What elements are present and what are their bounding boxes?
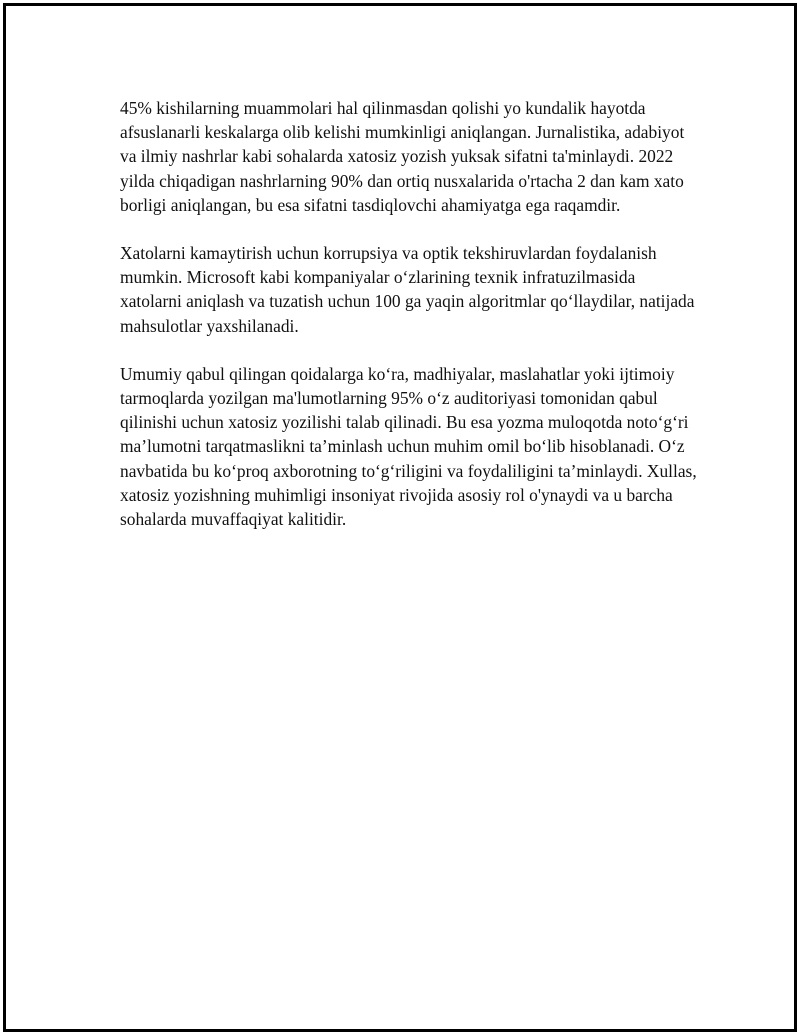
- paragraph-3: Umumiy qabul qilingan qoidalarga ko‘ra, madhiyalar, maslahatlar yoki ijtimoiy tarmoqlarda yozilgan ma'lumotlarning 95% o‘z auditoriyasi tomonidan qabul qilinishi uchun xatosiz yozilishi talab qilinadi. Bu esa yozma muloqotda noto‘g‘ri ma’lumotni tarqatmaslikni ta’minlash uchun muhim omil bo‘lib hisoblanadi. O‘z navbatida bu ko‘proq axborotning to‘g‘riligini va foydaliligini ta’minlaydi. Xullas, xatosiz yozishning muhimligi insoniyat rivojida asosiy rol o'ynaydi va u barcha sohalarda muvaffaqiyat kalitidir.: [120, 363, 697, 530]
- document-body: [120, 96, 700, 555]
- paragraph-1: 45% kishilarning muammolari hal qilinmasdan qolishi yo kundalik hayotda afsuslanarli keskalarga olib kelishi mumkinligi aniqlangan. Jurnalistika, adabiyot va ilmiy nashrlar kabi sohalarda xatosiz yozish yuksak sifatni ta'minlaydi. 2022 yilda chiqadigan nashrlarning 90% dan ortiq nusxalarida o'rtacha 2 dan kam xato borligi aniqlangan, bu esa sifatni tasdiqlovchi ahamiyatga ega raqamdir.: [120, 98, 685, 215]
- paragraph-2: Xatolarni kamaytirish uchun korrupsiya va optik tekshiruvlardan foydalanish mumkin. Microsoft kabi kompaniyalar o‘zlarining texnik infratuzilmasida xatolarni aniqlash va tuzatish uchun 100 ga yaqin algoritmlar qo‘llaydilar, natijada mahsulotlar yaxshilanadi.: [120, 243, 695, 336]
- document-page: [3, 3, 797, 1032]
